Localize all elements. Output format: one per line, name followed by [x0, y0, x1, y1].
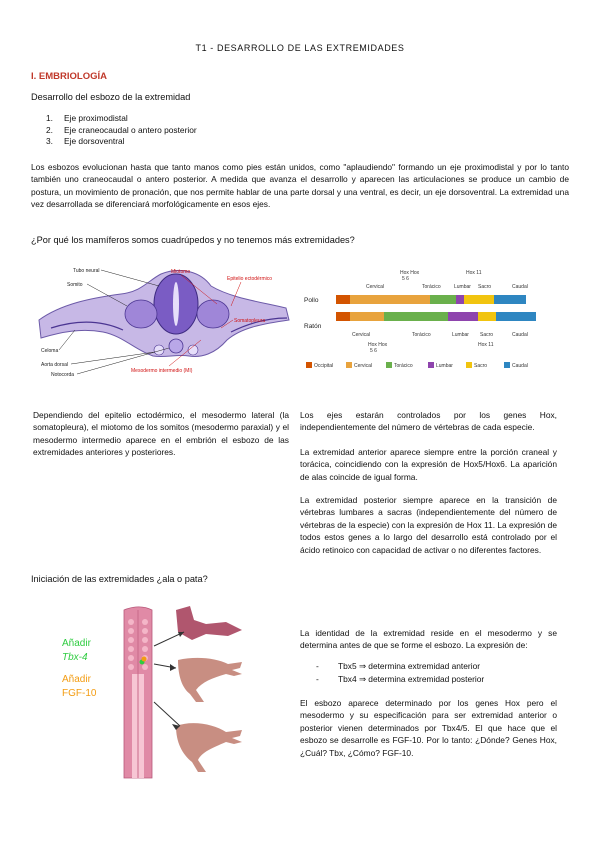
- embryo-cross-section-figure: [31, 258, 296, 378]
- label-hox11-bottom: Hox 11: [478, 342, 494, 348]
- label-hox11-top: Hox 11: [466, 270, 482, 276]
- legend-lumbar: Lumbar: [436, 363, 453, 369]
- label-pollo: Pollo: [304, 297, 319, 304]
- label-somito: Somito: [67, 282, 83, 288]
- pollo-vertebrae-row: [336, 295, 526, 304]
- question-cuadrupedos: ¿Por qué los mamíferos somos cuadrúpedos y no tenemos más extremidades?: [31, 235, 355, 245]
- legend-toracico: Torácico: [394, 363, 413, 369]
- label-toracico: Torácico: [422, 284, 441, 290]
- label-epitelio: Epitelio ectodérmico: [227, 276, 273, 282]
- label-celoma: Celoma: [41, 348, 59, 354]
- subheading-esbozo: Desarrollo del esbozo de la extremidad: [31, 92, 191, 102]
- paragraph-hox-ejes: Los ejes estarán controlados por los genes Hox, independientemente del número de vértebras de cada especie.: [300, 410, 557, 433]
- label-lumbar-raton: Lumbar: [452, 332, 469, 338]
- label-hox-bottom: Hox Hox: [368, 342, 388, 348]
- list-item: 3. Eje dorsoventral: [46, 136, 125, 147]
- tbx-gene-list: [300, 660, 484, 686]
- paragraph-hox-tbx-fgf: El esbozo aparece determinado por los genes Hox pero el mesodermo y su especificación para ser extremidad anterior o posterior vienen determinados por Tbx4/5. El que hace que el esbozo se desarrolle es FGF-10. Por lo tanto: ¿Dónde? Genes Hox, ¿Cuál? Tbx, ¿Cómo? FGF-10.: [300, 698, 557, 758]
- hox-vertebrae-figure: [302, 266, 552, 378]
- paragraph-identidad: La identidad de la extremidad reside en el mesodermo y se determina antes de que se forme el esbozo. La expresión de:: [300, 628, 557, 651]
- label-cervical: Cervical: [366, 284, 385, 290]
- question-ala-pata: Iniciación de las extremidades ¿ala o pata?: [31, 574, 208, 584]
- label-sacro: Sacro: [478, 284, 492, 290]
- label-somatopleura: Somatopleura: [234, 318, 266, 324]
- paragraph-esbozos: Los esbozos evolucionan hasta que tanto manos como pies están unidos, como "aplaudiendo" formando un eje proximodistal y por lo tanto también uno craneocaudal o antero posterior. A medida que avanza el desarrollo y aparecen las articulaciones se produce un cambio de postura, un movimiento de pronación, que nos permite hablar de una parte dorsal y una ventral, es decir, un eje dorsoventral. La extremidad una vez desarrollada se diferenciará morfológicamente en esos ejes.: [31, 162, 569, 210]
- label-cervical-raton: Cervical: [352, 332, 371, 338]
- label-tbx4: Tbx-4: [62, 652, 88, 663]
- label-sacro-raton: Sacro: [480, 332, 494, 338]
- section-heading: I. EMBRIOLOGÍA: [31, 71, 107, 82]
- label-anadir-fgf: Añadir: [62, 674, 91, 685]
- label-notocorda: Notocorda: [51, 372, 75, 378]
- list-item: - Tbx4 ⇒ determina extremidad posterior: [316, 674, 485, 684]
- label-hox-bottom-num: 5 6: [370, 348, 377, 354]
- paragraph-extremidad-posterior: La extremidad posterior siempre aparece en la transición de vértebras lumbares a sacras (independientemente del número de vértebras de la especie) con la expresión de Hox 11. La expresión de todos estos genes a lo largo del desarrollo está controlado por el ácido retinoico con capacidad de activar o no diferentes factores.: [300, 495, 557, 555]
- label-mesodermo: Mesodermo intermedio (MI): [131, 368, 193, 374]
- label-aorta-dorsal: Aorta dorsal: [41, 362, 68, 368]
- legend-cervical: Cervical: [354, 363, 373, 369]
- label-caudal: Caudal: [512, 284, 528, 290]
- label-tubo-neural: Tubo neural: [73, 268, 100, 274]
- limb-initiation-figure: [56, 602, 244, 780]
- list-item: 1. Eje proximodistal: [46, 113, 128, 123]
- label-caudal-raton: Caudal: [512, 332, 528, 338]
- label-fgf10: FGF-10: [62, 688, 97, 699]
- paragraph-extremidad-anterior: La extremidad anterior aparece siempre entre la porción craneal y torácica, coincidiendo con la expresión de Hox5/Hox6. La aparición de alas coincide de igual forma.: [300, 447, 557, 482]
- label-lumbar: Lumbar: [454, 284, 471, 290]
- legend-occipital: Occipital: [314, 363, 334, 369]
- label-hox-top: Hox Hox: [400, 270, 420, 276]
- paragraph-epitelio: Dependiendo del epitelio ectodérmico, el mesodermo lateral (la somatopleura), el miotomo de los somitos (mesodermo paraxial) y el mesodermo intermedio aparece en el embrión el esbozo de las extremidades anteriores y posteriores.: [33, 410, 289, 458]
- list-item: 2. Eje craneocaudal o antero posterior: [46, 124, 197, 135]
- label-hox-top-num: 5 6: [402, 276, 409, 282]
- raton-vertebrae-row: [336, 312, 536, 321]
- axes-list: [46, 113, 197, 148]
- label-toracico-raton: Torácico: [412, 332, 431, 338]
- legend-sacro: Sacro: [474, 363, 488, 369]
- label-anadir-tbx: Añadir: [62, 638, 91, 649]
- label-miotomo: Miotomo: [171, 269, 191, 275]
- legend-caudal: Caudal: [512, 363, 528, 369]
- page-title: T1 - DESARROLLO DE LAS EXTREMIDADES: [195, 43, 405, 53]
- label-raton: Ratón: [304, 323, 322, 330]
- list-item: - Tbx5 ⇒ determina extremidad anterior: [316, 661, 481, 671]
